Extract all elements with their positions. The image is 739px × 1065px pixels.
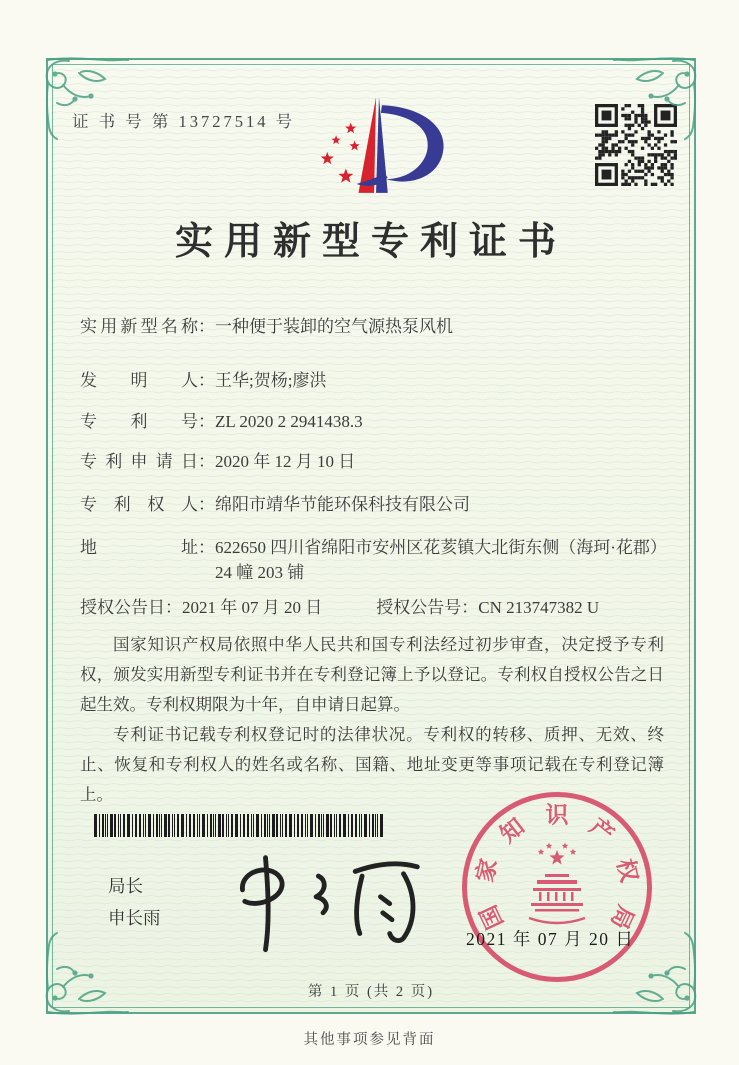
field-value: 2020 年 12 月 10 日 [215, 451, 356, 471]
field-label: 实用新型名称 [80, 317, 198, 336]
field-value: ZL 2020 2 2941438.3 [215, 412, 363, 431]
commissioner-signature [208, 850, 438, 955]
qr-code [595, 104, 677, 186]
field-label: 地址 [80, 537, 198, 557]
field-row-utility-model-name [80, 314, 664, 340]
grant-row [80, 593, 664, 618]
field-label: 发明人 [80, 370, 198, 390]
page-indicator: 第 1 页 (共 2 页) [307, 984, 435, 1000]
cnipa-official-seal [452, 782, 662, 992]
field-colon: ： [198, 412, 215, 431]
grant-number-label: 授权公告号 [376, 597, 462, 617]
field-colon: ： [461, 597, 479, 617]
field-colon: ： [198, 451, 215, 471]
back-side-note: 其他事项参见背面 [303, 1032, 436, 1048]
field-value: 绵阳市靖华节能环保科技有限公司 [215, 495, 470, 514]
field-label: 专利申请日 [80, 451, 198, 471]
seal-ring-char: 产 [584, 813, 619, 848]
field-colon: ： [198, 317, 215, 336]
seal-ring-char: 识 [545, 802, 569, 828]
legal-paragraph-1: 国家知识产权局依照中华人民共和国专利法经过初步审查，决定授予专利权，颁发实用新型专利证书并在专利登记簿上予以登记。专利权自授权公告之日起生效。专利权期限为十年，自申请日起算。 [80, 634, 664, 714]
seal-ring-char: 局 [606, 901, 639, 934]
seal-ring-char: 国 [475, 901, 508, 934]
field-row-inventors [80, 368, 664, 394]
barcode [94, 814, 390, 838]
grant-date-label: 授权公告日 [80, 597, 165, 617]
field-row-patent-number [80, 409, 664, 435]
commissioner-title: 局长 [108, 876, 143, 896]
seal-ring-char: 知 [495, 813, 530, 848]
cnipa-logo-icon [300, 88, 456, 206]
certificate-number: 证 书 号 第 13727514 号 [72, 112, 296, 131]
field-colon: ： [165, 597, 182, 617]
field-colon: ： [198, 370, 215, 390]
grant-date-value: 2021 年 07 月 20 日 [182, 597, 323, 617]
field-label: 专利号 [80, 412, 198, 431]
certificate-title: 实用新型专利证书 [174, 221, 567, 263]
field-row-address [80, 535, 664, 586]
field-colon: ： [198, 537, 215, 557]
grant-number-pair [376, 593, 599, 618]
field-colon: ： [198, 495, 215, 514]
grant-date-pair [80, 593, 322, 618]
commissioner-name: 申长雨 [108, 908, 161, 929]
seal-ring-char: 家 [472, 856, 502, 885]
field-value: 622650 四川省绵阳市安州区花荄镇大北街东侧（海珂·花郡）24 幢 203 铺 [215, 537, 659, 582]
seal-date: 2021 年 07 月 20 日 [466, 929, 635, 949]
certificate-fields [80, 314, 664, 810]
certificate-border-frame [46, 58, 696, 1014]
field-row-patentee [80, 492, 664, 518]
field-value: 王华;贺杨;廖洪 [215, 370, 327, 390]
seal-ring-char: 权 [612, 856, 642, 885]
field-label: 专利权人 [80, 495, 198, 514]
national-emblem-icon [509, 836, 605, 932]
field-row-application-date [80, 449, 664, 475]
commissioner-block [108, 870, 161, 935]
grant-number-value: CN 213747382 U [478, 597, 600, 617]
field-value: 一种便于装卸的空气源热泵风机 [215, 317, 453, 336]
legal-paragraph-2: 专利证书记载专利权登记时的法律状况。专利权的转移、质押、无效、终止、恢复和专利权人的姓名或名称、国籍、地址变更等事项记载在专利登记簿上。 [80, 724, 664, 804]
